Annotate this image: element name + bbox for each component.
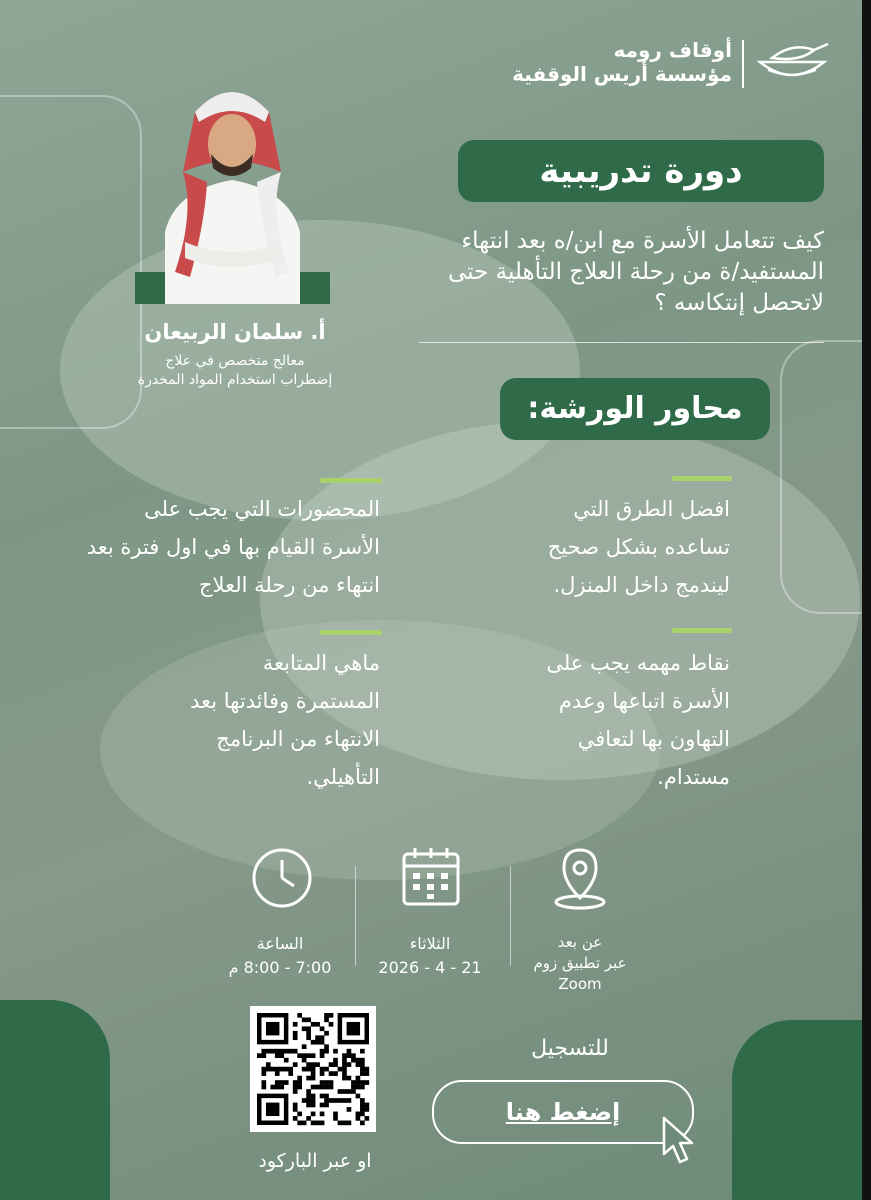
calendar-icon [400,846,462,908]
location-line1: عن بعد [557,933,603,951]
topic-bar [672,476,732,481]
corner-decor [0,1000,110,1200]
topic-bar [320,630,382,635]
trainer-photo [135,72,330,304]
frame-decor [780,340,862,614]
trainer-title [110,352,360,390]
trainer-name: أ. سلمان الربيعان [144,320,326,344]
time-info [205,932,355,980]
divider [419,342,824,343]
location-info [505,932,655,995]
time-label: الساعة [256,934,304,953]
register-label: للتسجيل [531,1036,609,1061]
corner-decor [732,1020,862,1200]
brand-name-line1: أوقاف رومه [613,38,732,62]
topic-item: افضل الطرق التي تساعده بشكل صحيح ليندمج داخل المنزل. [547,497,730,597]
trainer-title-line2: إضطراب استخدام المواد المخدرة [137,372,333,388]
topic-bar [320,478,382,483]
trainer-title-line1: معالج متخصص في علاج [165,353,305,369]
brand-name-line2: مؤسسة أريس الوقفية [512,62,732,86]
brand-name [492,38,732,86]
qr-code[interactable] [250,1006,376,1132]
topic-bar [672,628,732,633]
topic-item: المحضورات التي يجب على الأسرة القيام بها في اول فترة بعد انتهاء من رحلة العلاج [86,497,380,597]
clock-icon [250,846,314,910]
leaf-bowl-icon [752,40,832,90]
date-value: 21 - 4 - 2026 [378,958,482,977]
location-line3: Zoom [558,975,602,993]
date-info [360,932,500,980]
course-question: كيف تتعامل الأسرة مع ابن/ه بعد انتهاء المستفيد/ة من رحلة العلاج التأهلية حتى لاتحصل إنتكاسه ؟ [447,228,824,316]
register-button[interactable]: إضغط هنا [432,1080,694,1144]
workshop-heading: محاور الورشة: [500,378,770,440]
logo-divider [742,40,744,88]
qr-caption: او عبر الباركود [258,1150,372,1172]
time-value: 7:00 - 8:00 م [228,958,332,977]
location-line2: عبر تطبيق زوم [533,954,627,972]
location-pin-icon [552,846,608,910]
cursor-pointer-icon [660,1116,696,1164]
topic-item: ماهي المتابعة المستمرة وفائدتها بعد الانتهاء من البرنامج التأهيلي. [190,651,380,789]
topic-item: نقاط مهمه يجب على الأسرة اتباعها وعدم التهاون بها لتعافي مستدام. [546,651,730,789]
course-badge: دورة تدريبية [458,140,824,202]
date-day: الثلاثاء [409,934,451,953]
detail-separator [355,866,356,966]
